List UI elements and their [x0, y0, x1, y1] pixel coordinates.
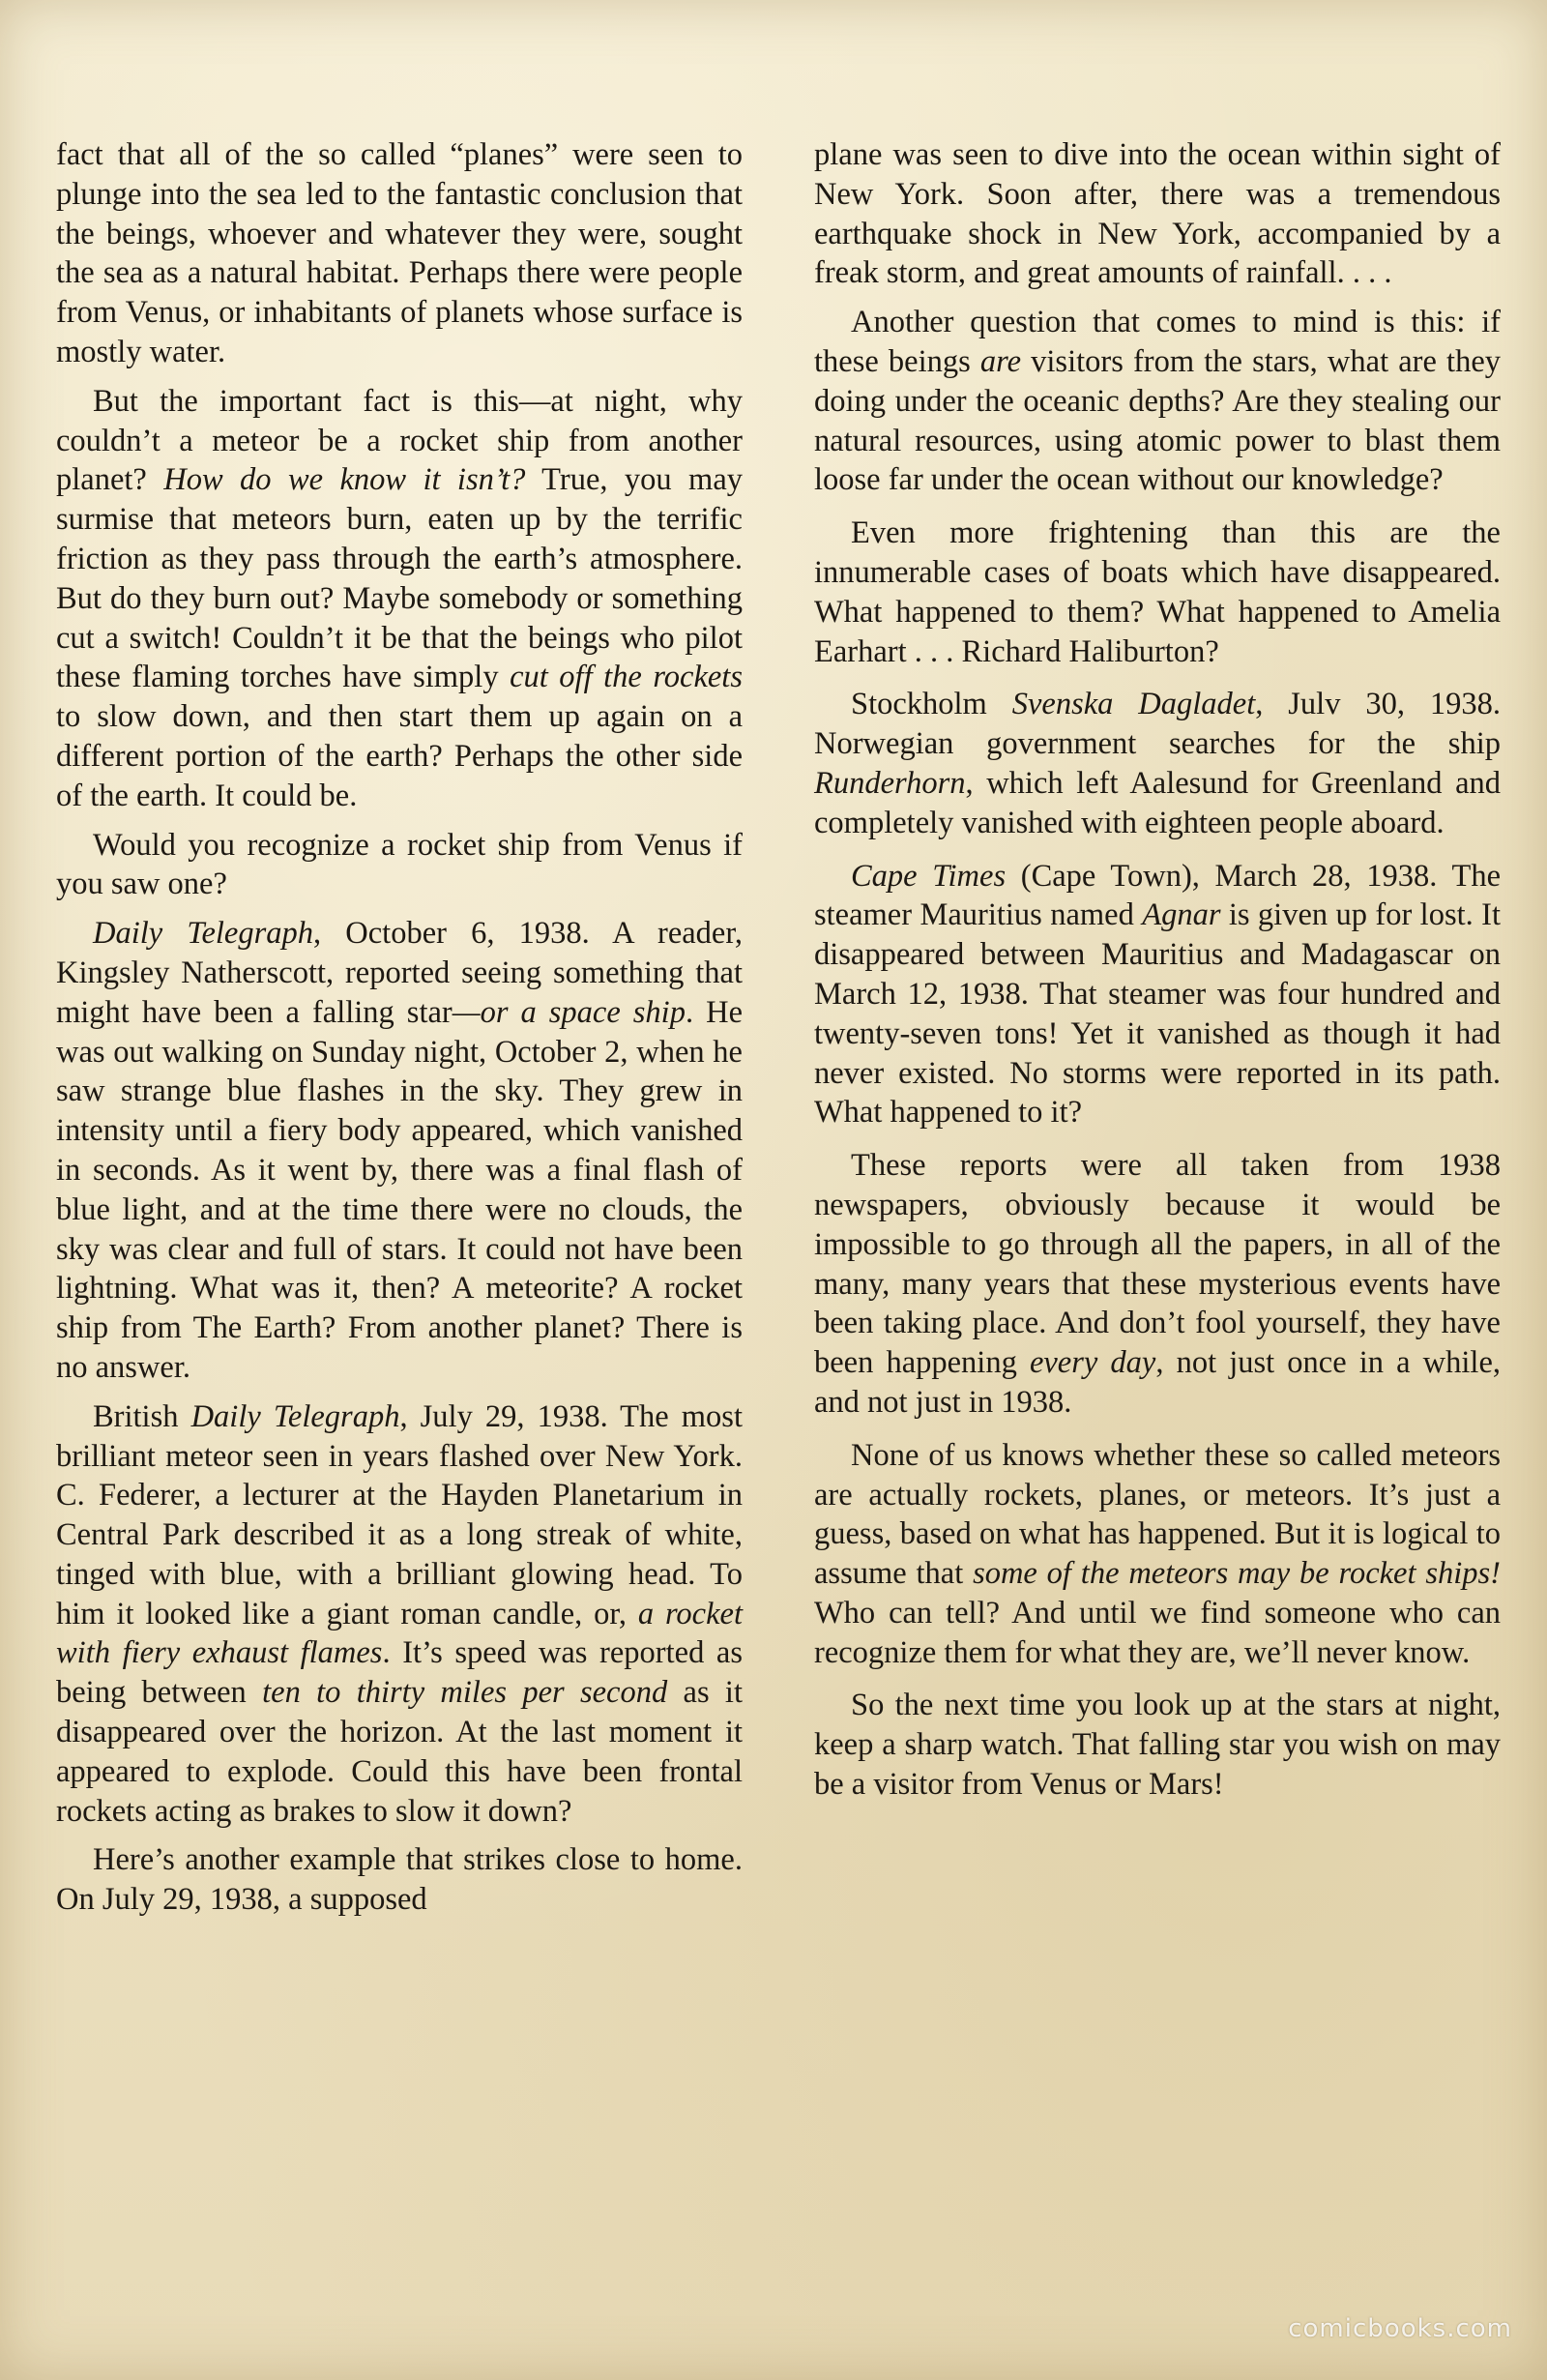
right-p2-text-c: visitors from the stars, what are they doing under the oceanic depths? Are they stealing our natural resources, using atomic power to blast them loose far under the ocean without our knowledge? — [814, 343, 1501, 498]
right-paragraph-4 — [814, 685, 1501, 842]
left-p5-text-g: as it disappeared over the horizon. At the last moment it appeared to explode. Could this have been frontal rockets acting as brakes to slow it down? — [56, 1675, 743, 1829]
left-paragraph-4 — [56, 914, 743, 1388]
right-paragraph-8 — [814, 1686, 1501, 1804]
left-paragraph-2 — [56, 382, 743, 816]
site-watermark: comicbooks.com — [1288, 2314, 1512, 2343]
left-p4-italic-c: —or a space ship — [452, 994, 686, 1030]
right-p7-text-a: None of us knows whether these so called meteors are actually rockets, planes, or meteors. It’s just a guess, based on what has happened. But it is logical to assume that — [814, 1437, 1501, 1592]
left-p2-italic-d: cut off the rockets — [510, 660, 743, 695]
right-p2-italic-b: are — [979, 343, 1022, 379]
right-paragraph-5 — [814, 857, 1501, 1133]
left-p3-text: Would you recognize a rocket ship from Venus if you saw one? — [56, 827, 743, 902]
left-p2-italic-b: How do we know it isn’t? — [163, 462, 526, 498]
right-p5-text-d: is given up for lost. It disappeared between Mauritius and Madagascar on March 12, 1938. That steamer was four hundred and twenty-seven tons! Yet it vanished as though it had never existed. No storms were reported in its path. What happened to it? — [814, 897, 1501, 1131]
left-paragraph-5 — [56, 1397, 743, 1832]
right-p5-ship-name: Agnar — [1142, 897, 1221, 933]
left-p6-text: Here’s another example that strikes close to home. On July 29, 1938, a supposed — [56, 1842, 743, 1918]
right-p5-text-b: (Cape Town), March 28, 1938. The steamer Mauritius named — [814, 858, 1501, 933]
right-p6-text-a: These reports were all taken from 1938 newspapers, obviously because it would be impossible to go through all the papers, in all of the many, many years that these mysterious events have been taking place. And don’t fool yourself, they have been happening — [814, 1148, 1501, 1381]
left-p2-text-a: But the important fact is this—at night, why couldn’t a meteor be a rocket ship from another planet? — [56, 383, 743, 498]
left-paragraph-6 — [56, 1840, 743, 1920]
right-paragraph-3 — [814, 514, 1501, 671]
left-p5-text-a: British — [93, 1398, 191, 1434]
right-p7-italic-b: some of the meteors may be rocket ships! — [973, 1556, 1501, 1592]
right-p6-italic-b: every day — [1029, 1345, 1156, 1381]
right-column — [814, 135, 1501, 1805]
right-paragraph-2 — [814, 303, 1501, 500]
left-p5-italic-f: ten to thirty miles per second — [262, 1675, 668, 1711]
left-p5-text-e: . It’s speed was reported as being between — [56, 1635, 743, 1711]
left-p4-text-d: . He was out walking on Sunday night, October 2, when he saw strange blue flashes in the sky. They grew in intensity until a fiery body appeared, which vanished in seconds. As it went by, there was a final flash of blue light, and at the time there were no clouds, the sky was clear and full of stars. It could not have been lightning. What was it, then? A meteorite? A rocket ship from The Earth? From another planet? There is no answer. — [56, 994, 743, 1385]
left-paragraph-3 — [56, 826, 743, 905]
left-paragraph-1 — [56, 135, 743, 372]
right-p4-source: Svenska Dagladet — [1011, 687, 1256, 722]
right-p5-source: Cape Times — [851, 858, 1007, 894]
left-p5-text-c: , July 29, 1938. The most brilliant meteor seen in years flashed over New York. C. Federer, a lecturer at the Hayden Planetarium in Central Park described it as a long streak of white, tinged with blue, with a brilliant glowing head. To him it looked like a giant roman candle, or, — [56, 1398, 743, 1631]
left-p2-text-e: to slow down, and then start them up again on a different portion of the earth? Perhaps the other side of the earth. It could be. — [56, 699, 743, 813]
left-p2-text-c: True, you may surmise that meteors burn, eaten up by the terrific friction as they pass through the earth’s atmosphere. But do they burn out? Maybe somebody or something cut a switch! Couldn’t it be that the beings who pilot these flaming torches have simply — [56, 462, 744, 695]
left-p4-source: Daily Telegraph — [93, 916, 313, 952]
right-p7-text-c: Who can tell? And until we find someone who can recognize them for what they are, we’ll never know. — [814, 1595, 1501, 1670]
right-p4-text-a: Stockholm — [851, 687, 1012, 722]
right-p4-text-c: , Julv 30, 1938. Norwegian government searches for the ship — [814, 687, 1501, 762]
right-p6-text-c: , not just once in a while, and not just in 1938. — [814, 1345, 1501, 1420]
left-p5-source: Daily Telegraph — [190, 1398, 400, 1434]
right-p8-text: So the next time you look up at the stars at night, keep a sharp watch. That falling star you wish on may be a visitor from Venus or Mars! — [814, 1688, 1501, 1803]
right-p3-text: Even more frightening than this are the innumerable cases of boats which have disappeared. What happened to them? What happened to Amelia Earhart . . . Richard Haliburton? — [814, 515, 1501, 669]
left-column — [56, 135, 743, 1920]
right-paragraph-1 — [814, 135, 1501, 293]
left-p4-text-b: , October 6, 1938. A reader, Kingsley Natherscott, reported seeing something that might have been a falling star — [56, 916, 743, 1030]
left-p5-italic-d: a rocket with fiery exhaust flames — [56, 1596, 743, 1671]
left-p1-text: fact that all of the so called “planes” were seen to plunge into the sea led to the fantastic conclusion that the beings, whoever and whatever they were, sought the sea as a natural habitat. Perhaps there were people from Venus, or inhabitants of planets whose surface is mostly water. — [56, 137, 743, 369]
right-p2-text-a: Another question that comes to mind is this: if these beings — [814, 305, 1501, 379]
right-paragraph-6 — [814, 1146, 1501, 1423]
right-p4-ship-name: Runderhorn — [814, 765, 966, 801]
right-p4-text-e: , which left Aalesund for Greenland and completely vanished with eighteen people aboard. — [814, 765, 1501, 840]
right-paragraph-7 — [814, 1436, 1501, 1673]
right-p1-text: plane was seen to dive into the ocean within sight of New York. Soon after, there was a tremendous earthquake shock in New York, accompanied by a freak storm, and great amounts of rainfall. . . . — [814, 137, 1501, 291]
